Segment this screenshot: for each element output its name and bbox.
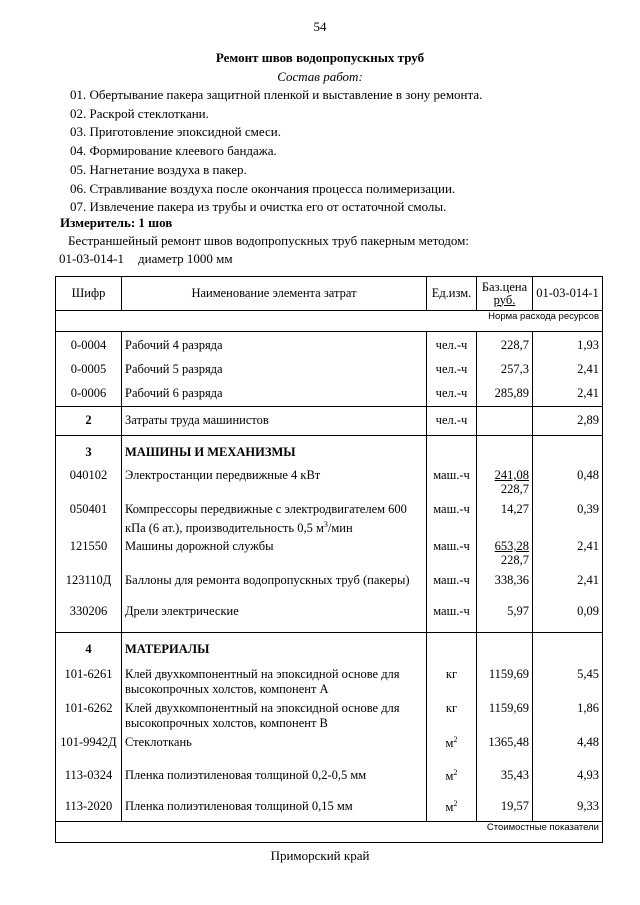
row-unit (427, 765, 477, 796)
work-item: 01. Обертывание пакера защитной пленкой и выставление в зону ремонта. (70, 87, 483, 102)
row-code: 0-0005 (56, 356, 122, 380)
header-price-line2: руб. (493, 292, 516, 307)
row-norm: 1,86 (533, 698, 603, 732)
row-price: 5,97 (477, 601, 533, 633)
header-norm: 01-03-014-1 (533, 277, 603, 311)
row-price: 19,57 (477, 796, 533, 822)
row-unit (427, 796, 477, 822)
row-name: Клей двухкомпонентный на эпоксидной основе для высокопрочных холстов, компонент В (122, 698, 427, 732)
norm-code-line (59, 251, 233, 267)
unit-text: м (445, 800, 454, 815)
unit-sup: 2 (453, 799, 458, 809)
row-price: 257,3 (477, 356, 533, 380)
region-footer: Приморский край (270, 848, 370, 863)
row-price (477, 407, 533, 436)
row-code: 121550 (56, 536, 122, 570)
row-unit: кг (427, 698, 477, 732)
row-code: 050401 (56, 499, 122, 536)
table-row (56, 570, 603, 601)
row-name: Клей двухкомпонентный на эпоксидной основе для высокопрочных холстов, компонент А (122, 664, 427, 698)
row-price: 285,89 (477, 380, 533, 407)
row-unit: кг (427, 664, 477, 698)
row-code: 2 (56, 407, 122, 436)
table-row (56, 465, 603, 499)
row-name: Электростанции передвижные 4 кВт (122, 465, 427, 499)
machines-section-row (56, 436, 603, 466)
resource-table (55, 276, 603, 843)
row-norm: 2,41 (533, 356, 603, 380)
section-code: 3 (56, 436, 122, 466)
row-norm: 4,93 (533, 765, 603, 796)
row-code: 113-0324 (56, 765, 122, 796)
row-price: 338,36 (477, 570, 533, 601)
norm-caption: Норма расхода ресурсов (56, 311, 603, 332)
row-name: Машины дорожной службы (122, 536, 427, 570)
price-value-alt: 228,7 (500, 482, 529, 496)
header-unit: Ед.изм. (427, 277, 477, 311)
row-name: Рабочий 5 разряда (122, 356, 427, 380)
table-header-row (56, 277, 603, 311)
cost-caption-row (56, 822, 603, 843)
row-name-text: Компрессоры передвижные с электродвигателем 600 кПа (6 ат.), производительность 0,5 м (125, 502, 407, 536)
row-price: 228,7 (477, 332, 533, 357)
header-price-line1: Баз.цена (481, 279, 528, 294)
work-item: 07. Извлечение пакера из трубы и очистка его от остаточной смолы. (70, 199, 447, 215)
row-name (122, 499, 427, 536)
norm-code: 01-03-014-1 (59, 251, 124, 266)
table-row (56, 698, 603, 732)
header-code: Шифр (56, 277, 122, 311)
section-title: МАШИНЫ И МЕХАНИЗМЫ (122, 436, 427, 466)
row-name: Баллоны для ремонта водопропускных труб (пакеры) (122, 570, 427, 601)
price-value: 241,08 (494, 468, 529, 482)
row-price (477, 465, 533, 499)
table-row (56, 601, 603, 633)
table-row (56, 796, 603, 822)
row-norm: 0,48 (533, 465, 603, 499)
table-row (56, 332, 603, 357)
row-price (477, 536, 533, 570)
unit-text: м (445, 769, 454, 784)
row-code: 101-9942Д (56, 732, 122, 765)
row-name: Рабочий 6 разряда (122, 380, 427, 407)
works-list (70, 86, 482, 217)
row-name: Стеклоткань (122, 732, 427, 765)
materials-section-row (56, 633, 603, 665)
price-value: 653,28 (494, 539, 529, 554)
header-price (477, 277, 533, 311)
row-unit: маш.-ч (427, 570, 477, 601)
row-norm: 9,33 (533, 796, 603, 822)
norm-caption-row (56, 311, 603, 332)
works-subtitle: Состав работ: (277, 69, 363, 84)
row-unit: чел.-ч (427, 332, 477, 357)
row-unit: маш.-ч (427, 601, 477, 633)
row-code: 101-6261 (56, 664, 122, 698)
row-norm: 2,41 (533, 380, 603, 407)
row-price: 1159,69 (477, 664, 533, 698)
row-price: 14,27 (477, 499, 533, 536)
unit-text: м (445, 736, 454, 751)
unit-sup: 2 (453, 768, 458, 778)
row-name: Пленка полиэтиленовая толщиной 0,2-0,5 мм (122, 765, 427, 796)
work-item: 05. Нагнетание воздуха в пакер. (70, 161, 247, 177)
row-norm: 2,41 (533, 536, 603, 570)
row-code: 330206 (56, 601, 122, 633)
table-row (56, 499, 603, 536)
row-code: 101-6262 (56, 698, 122, 732)
row-norm: 1,93 (533, 332, 603, 357)
row-norm: 4,48 (533, 732, 603, 765)
work-item: 03. Приготовление эпоксидной смеси. (70, 124, 281, 140)
row-unit: чел.-ч (427, 356, 477, 380)
page-number: 54 (313, 19, 327, 34)
row-price: 35,43 (477, 765, 533, 796)
row-code: 113-2020 (56, 796, 122, 822)
row-norm: 0,09 (533, 601, 603, 633)
table-row (56, 536, 603, 570)
row-norm: 2,41 (533, 570, 603, 601)
row-unit: маш.-ч (427, 536, 477, 570)
row-code: 040102 (56, 465, 122, 499)
row-name-tail: /мин (327, 521, 353, 536)
row-name: Затраты труда машинистов (122, 407, 427, 436)
price-value-alt: 228,7 (500, 553, 529, 568)
work-item: 04. Формирование клеевого бандажа. (70, 143, 277, 159)
operators-row (56, 407, 603, 436)
diameter-text: диаметр 1000 мм (138, 251, 233, 266)
section-code: 4 (56, 633, 122, 665)
row-unit: маш.-ч (427, 465, 477, 499)
row-unit: чел.-ч (427, 407, 477, 436)
work-item: 02. Раскрой стеклоткани. (70, 105, 209, 121)
row-name: Пленка полиэтиленовая толщиной 0,15 мм (122, 796, 427, 822)
unit-sup: 2 (453, 735, 458, 745)
row-price: 1159,69 (477, 698, 533, 732)
row-unit: чел.-ч (427, 380, 477, 407)
row-name-sup: 3 (323, 520, 328, 529)
row-norm: 5,45 (533, 664, 603, 698)
row-code: 0-0004 (56, 332, 122, 357)
row-name: Дрели электрические (122, 601, 427, 633)
cost-caption: Стоимостные показатели (56, 822, 603, 843)
row-code: 0-0006 (56, 380, 122, 407)
table-row (56, 664, 603, 698)
measure-unit: Измеритель: 1 шов (60, 215, 173, 230)
row-unit: маш.-ч (427, 499, 477, 536)
document-title: Ремонт швов водопропускных труб (215, 50, 425, 65)
row-norm: 0,39 (533, 499, 603, 536)
work-item: 06. Стравливание воздуха после окончания процесса полимеризации. (70, 180, 456, 196)
header-name: Наименование элемента затрат (122, 277, 427, 311)
row-unit (427, 732, 477, 765)
table-row (56, 765, 603, 796)
section-title: МАТЕРИАЛЫ (122, 633, 427, 665)
row-code: 123110Д (56, 570, 122, 601)
row-price: 1365,48 (477, 732, 533, 765)
method-description: Бестраншейный ремонт швов водопропускных труб пакерным методом: (68, 233, 469, 248)
table-row (56, 356, 603, 380)
table-row (56, 380, 603, 407)
row-norm: 2,89 (533, 407, 603, 436)
row-name: Рабочий 4 разряда (122, 332, 427, 357)
table-row (56, 732, 603, 765)
